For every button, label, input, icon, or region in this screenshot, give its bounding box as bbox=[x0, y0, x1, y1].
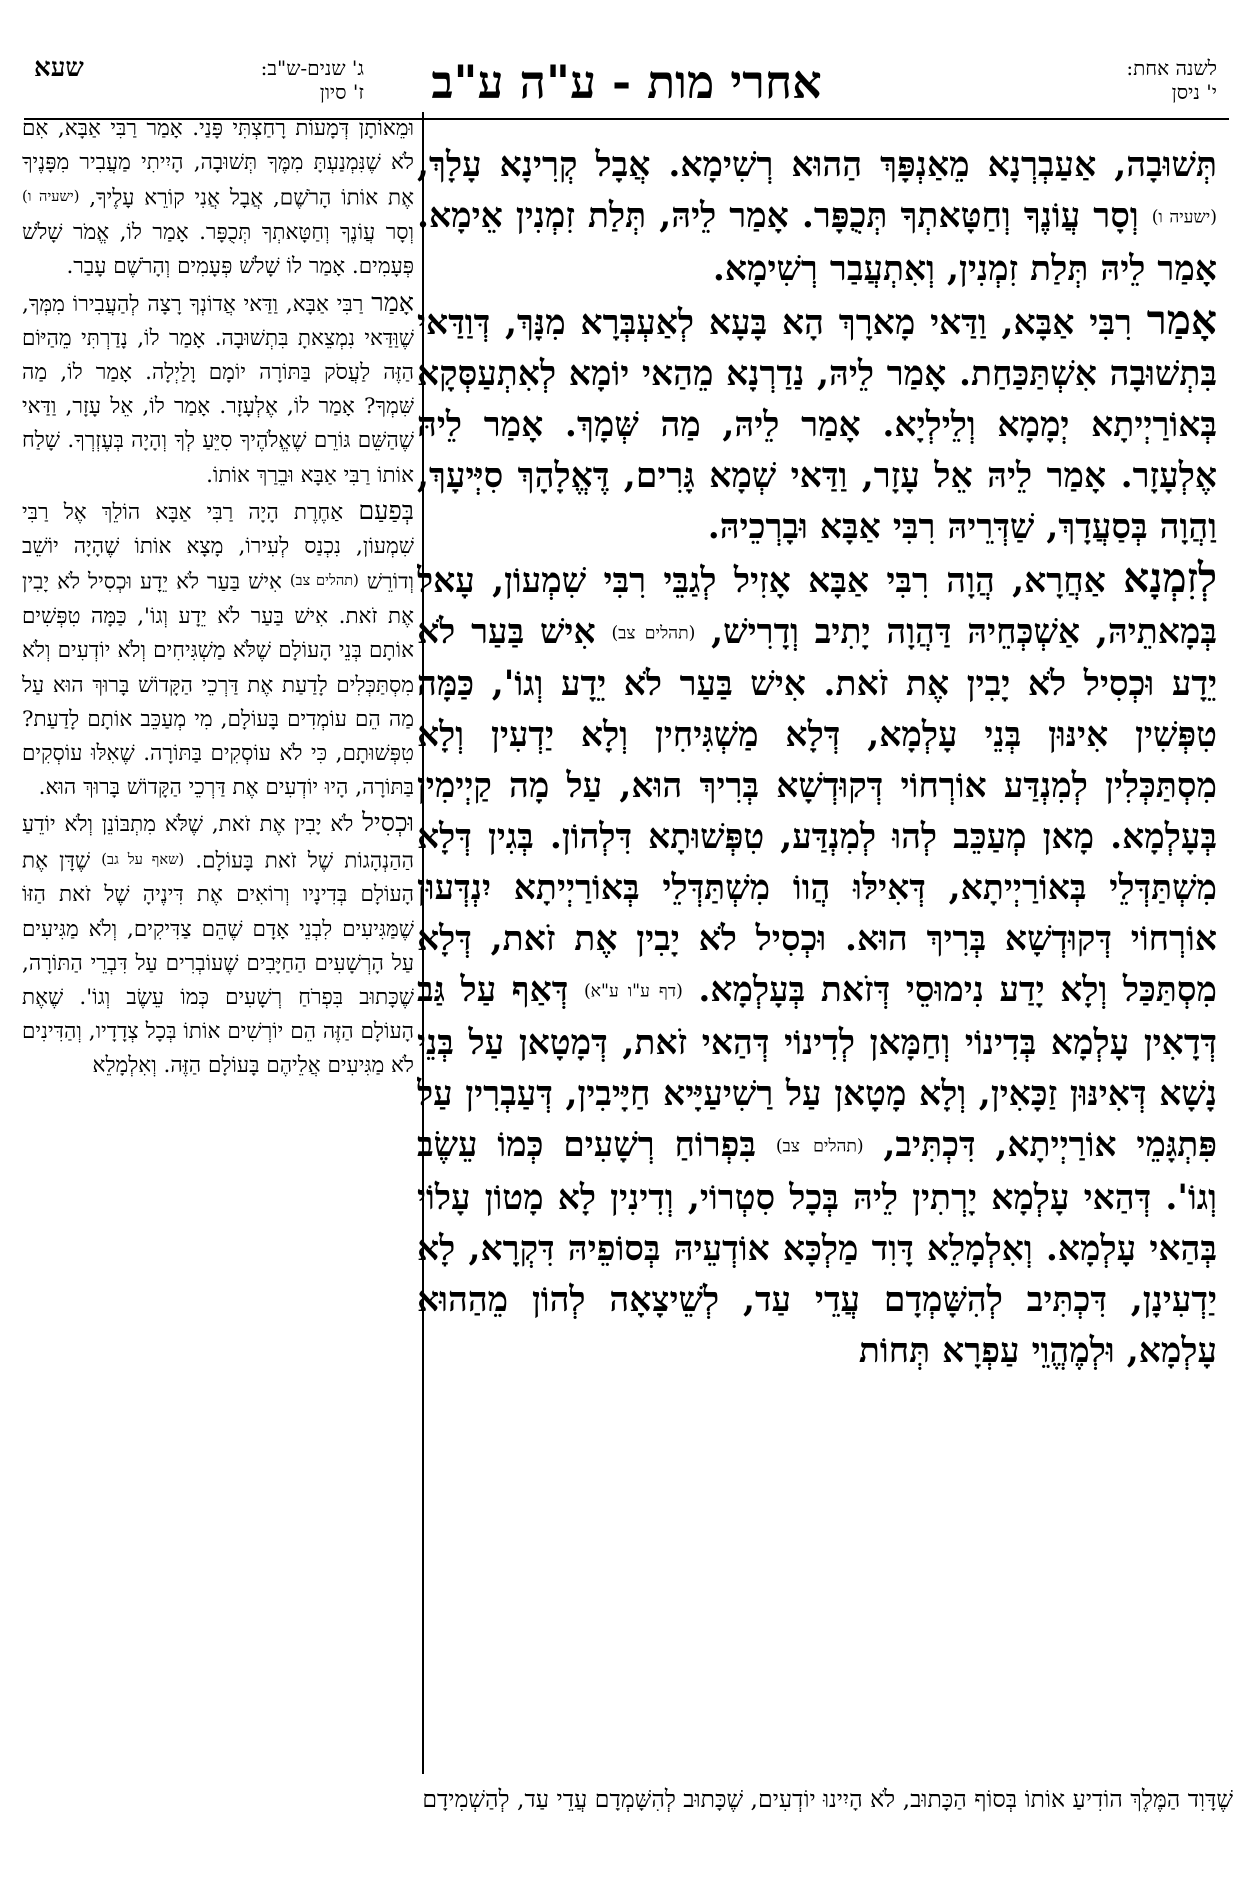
source-reference: (תהלים צב) bbox=[611, 623, 696, 644]
header-one-year-date: י' ניסן bbox=[1171, 80, 1217, 104]
source-reference: (ישעיה ו) bbox=[22, 188, 80, 206]
page-reference: (דף ע"ו ע"א) bbox=[583, 982, 683, 1003]
side-paragraph bbox=[22, 112, 414, 285]
side-paragraph bbox=[22, 493, 414, 805]
main-text: רִבִּי אַבָּא, וַדַּאי מָארָךְ הָא בָּעָא לְאַעְבְּרָא מִנָּךְ, דְּוַדַּאי בִּתְשׁוּבָה אִשְׁתַּכַּחַת. אָמַר לֵיהּ, נַדַרְנָא מֵהַאי יוֹמָא לְאִתְעַסְּקָא בְּאוֹרַיְיתָא יְמָמָא וְלֵילְיָא. אָמַר לֵיהּ, מַה שְּׁמָךְ. אָמַר לֵיהּ אֶלְעָזָר. אָמַר לֵיהּ אֵל עָזָר, וַדַּאי שְׁמָא גָּרִים, דֶּאֱלָהָךְ סִיְּיעָךְ, וַהֲוָה בְּסַעֲדָךְ, שַׁדְּרֵיהּ רִבִּי אַבָּא וּבָרְכֵיהּ. bbox=[417, 302, 1217, 547]
translation-text: וְסָר עֲוֹנֶךָ וְחַטָּאתְךָ תְּכֻפָּר. אָמַר לוֹ, אֱמֹר שָׁלֹשׁ פְּעָמִים. אָמַר לוֹ שָׁלֹשׁ פְּעָמִים וְהָרֹשֶׁם עָבַר. bbox=[22, 220, 414, 280]
translation-text: אִישׁ בַּעַר לֹא יֵדָע וּכְסִיל לֹא יָבִין אֶת זֹאת. אִישׁ בַּעַר לֹא יֵדָע וְגוֹ', כַּמָּה טִפְּשִׁים אוֹתָם בְּנֵי הָעוֹלָם שֶׁלֹּא מַשְׁגִּיחִים וְלֹא יוֹדְעִים וְלֹא מִסְתַּכְּלִים לָדַעַת אֶת דַּרְכֵי הַקָּדוֹשׁ בָּרוּךְ הוּא עַל מַה הֵם עוֹמְדִים בָּעוֹלָם, מִי מְעַכֵּב אוֹתָם לָדַעַת? טִפְּשׁוּתָם, כִּי לֹא עוֹסְקִים בַּתּוֹרָה. שֶׁאִלּוּ עוֹסְקִים בַּתּוֹרָה, הָיוּ יוֹדְעִים אֶת דַּרְכֵי הַקָּדוֹשׁ בָּרוּךְ הוּא. bbox=[22, 569, 414, 801]
header-schedule-one-year bbox=[1126, 56, 1217, 104]
translation-text: רַבִּי אַבָּא, וַדַּאי אֲדוֹנְךָ רָצָה לְהַעֲבִירוֹ מִמְּךָ, שֶׁוַּדַּאי נִמְצֵאתָ בִּתְשׁוּבָה. אָמַר לוֹ, נָדַרְתִּי מֵהַיּוֹם הַזֶּה לַעֲסֹק בַּתּוֹרָה יוֹמָם וָלַיְלָה. אָמַר לוֹ, מַה שִּׁמְךָ? אָמַר לוֹ, אֶלְעָזָר. אָמַר לוֹ, אֵל עָזָר, וַדַּאי שֶׁהַשֵּׁם גּוֹרֵם שֶׁאֱלֹהֶיךָ סִיֵּעַ לְךָ וְהָיָה בְּעֶזְרְךָ. שָׁלַח אוֹתוֹ רַבִּי אַבָּא וּבֵרַךְ אוֹתוֹ. bbox=[22, 291, 414, 488]
main-paragraph bbox=[417, 553, 1217, 1377]
paragraph-opening-word: בְּפַעַם bbox=[358, 494, 414, 525]
side-column-translation bbox=[22, 112, 414, 1774]
source-reference: (תהלים צב) bbox=[289, 572, 359, 590]
column-divider bbox=[422, 112, 424, 1774]
page-footer-continuation: שֶׁדָּוִד הַמֶּלֶךְ הוֹדִיעַ אוֹתוֹ בְּסוֹף הַכָּתוּב, לֹא הָיִינוּ יוֹדְעִים, שֶׁכָּתוּב לְהִשָּׁמְדָם עֲדֵי עַד, לְהַשְׁמִידָם bbox=[422, 1785, 1233, 1813]
paragraph-opening-word: וּכְסִיל bbox=[362, 807, 414, 838]
translation-text: וּמֵאוֹתָן דְּמָעוֹת רָחַצְתִּי פָּנַי. אָמַר רַבִּי אַבָּא, אִם לֹא שֶׁנִּמְנַעְתָּ מִמֶּךָ תְּשׁוּבָה, הָיִיתִי מַעֲבִיר מִפָּנֶיךָ אֶת אוֹתוֹ הָרֹשֶׁם, אֲבָל אֲנִי קוֹרֵא עָלֶיךָ, bbox=[22, 116, 414, 212]
page-number: שעא bbox=[34, 53, 84, 83]
side-paragraph bbox=[22, 285, 414, 493]
side-paragraph bbox=[22, 805, 414, 1083]
main-text: תְּשׁוּבָה, אַעַבְרְנָא מֵאַנְפָּךְ הַהוּא רְשִׁימָא. אֲבָל קְרִינָא עָלָךְ, bbox=[417, 145, 1217, 185]
paragraph-opening-word: אָמַר bbox=[1146, 295, 1217, 344]
main-text: דְּאַף עַל גַּב דְּדָאִין עָלְמָא בְּדִינוֹי וְחַמָּאן לְדִינוֹי דְּהַאי זֹאת, דְּמָטָאן עַל בְּנֵי נָשָׁא דְּאִינּוּן זַכָּאִין, וְלָא מָטָאן עַל רַשִׁיעַיָּיא חַיָּיבִין, דְּעַבְרִין עַל פִּתְגָּמֵי אוֹרַיְיתָא, דִּכְתִּיב, bbox=[417, 970, 1217, 1166]
header-three-years-date: ז' סיון bbox=[319, 80, 364, 104]
header-three-years-block bbox=[261, 56, 364, 104]
paragraph-opening-word: אָמַר bbox=[371, 286, 414, 317]
page-title: אחרי מות - ע"ה ע"ב bbox=[431, 55, 822, 109]
translation-text: לֹא יָבִין אֶת זֹאת, שֶׁלֹּא מִתְבּוֹנֵן וְלֹא יוֹדֵעַ הַהַנְהָגוֹת שֶׁל זֹאת בָּעוֹלָם. bbox=[22, 812, 414, 874]
source-reference: (תהלים צב) bbox=[775, 1136, 864, 1157]
main-text: אַחֲרָא, הֲוָה רִבִּי אַבָּא אָזִיל לְגַבֵּי רִבִּי שִׁמְעוֹן, עָאל בְּמָאתֵיהּ, אַשְׁכְּחֵיהּ דַּהֲוָה יָתִיב וְדָרִישׁ, bbox=[417, 560, 1217, 652]
source-reference: (שאף על גב) bbox=[101, 850, 185, 868]
main-text: בִּפְרוֹחַ רְשָׁעִים כְּמוֹ עֵשֶׂב וְגוֹ'. דְּהַאי עָלְמָא יָרְתִין לֵיהּ בְּכָל סִטְרוֹי, וְדִינִין לָא מָטוֹן עָלוֹי בְּהַאי עָלְמָא. וְאִלְמָלֵא דָּוִד מַלְכָּא אוֹדְעֵיהּ בְּסוֹפֵיהּ דִּקְרָא, לָא יַדְעִינָן, דִּכְתִּיב לְהִשָּׁמְדָם עֲדֵי עַד, לְשֵׁיצָאָה לְהוֹן מֵהַהוּא עָלְמָא, וּלְמֶהֱוֵי עַפְרָא תְּחוֹת bbox=[417, 1125, 1217, 1371]
translation-text: שֶׁדָּן אֶת הָעוֹלָם בְּדִינָיו וְרוֹאִים אֶת דִּינֶיהָ שֶׁל זֹאת הַזּוֹ שֶׁמַּגִּיעִים לִבְנֵי אָדָם שֶׁהֵם צַדִּיקִים, וְלֹא מַגִּיעִים עַל הָרְשָׁעִים הַחַיָּבִים שֶׁעוֹבְרִים עַל דִּבְרֵי הַתּוֹרָה, שֶׁכָּתוּב בִּפְרֹחַ רְשָׁעִים כְּמוֹ עֵשֶׂב וְגוֹ'. שֶׁאֶת הָעוֹלָם הַזֶּה הֵם יוֹרְשִׁים אוֹתוֹ בְּכָל צְדָדָיו, וְהַדִּינִים לֹא מַגִּיעִים אֲלֵיהֶם בָּעוֹלָם הַזֶּה. וְאִלְמָלֵא bbox=[22, 848, 414, 1079]
source-reference: (ישעיה ו) bbox=[1151, 207, 1217, 228]
main-text: אִישׁ בַּעַר לֹא יֵדָע וּכְסִיל לֹא יָבִין אֶת זֹאת. אִישׁ בַּעַר לֹא יֵדָע וְגוֹ', כַּמָּה טִפְּשִׁין אִינּוּן בְּנֵי עָלְמָא, דְּלָא מַשְׁגִּיחִין וְלָא יַדְעִין וְלָא מִסְתַּכְּלִין לְמִנְדַּע אוֹרְחוֹי דְּקוּדְשָׁא בְּרִיךְ הוּא, עַל מָה קַיְימִין בְּעָלְמָא. מָאן מְעַכֵּב לְהוּ לְמִנְדַּע, טִפְּשׁוּתָא דִּלְהוֹן. בְּגִין דְּלָא מִשְׁתַּדְּלֵי בְּאוֹרַיְיתָא, דְּאִילּוּ הֲווֹ מִשְׁתַּדְּלֵי בְּאוֹרַיְיתָא יִנְדְּעוּן אוֹרְחוֹי דְּקוּדְשָׁא בְּרִיךְ הוּא. וּכְסִיל לֹא יָבִין אֶת זֹאת, דְּלָא מִסְתַּכַּל וְלָא יָדַע נִימוּסֵי דְּזֹאת בְּעָלְמָא. bbox=[417, 611, 1217, 1011]
translation-text: אַחֶרֶת הָיָה רַבִּי אַבָּא הוֹלֵךְ אֶל רַבִּי שִׁמְעוֹן, נִכְנַס לְעִירוֹ, מָצָא אוֹתוֹ שֶׁהָיָה יוֹשֵׁב וְדוֹרֵשׁ bbox=[22, 499, 414, 595]
paragraph-opening-word: לְזִמְנָא bbox=[1123, 553, 1217, 602]
main-paragraph bbox=[417, 295, 1217, 553]
header-one-year-label: לשנה אחת: bbox=[1126, 56, 1217, 80]
main-text: וְסָר עֲוֹנֶךָ וְחַטָּאתְךָ תְּכֻפָּר. אָמַר לֵיהּ, תְּלַת זִמְנִין אֵימָא. אָמַר לֵיהּ תְּלַת זִמְנִין, וְאִתְעֲבַר רְשִׁימָא. bbox=[417, 196, 1217, 289]
main-column-aramaic bbox=[417, 140, 1217, 1758]
main-paragraph bbox=[417, 140, 1217, 295]
header-three-years-label: ג' שנים-ש"ב: bbox=[260, 56, 364, 80]
